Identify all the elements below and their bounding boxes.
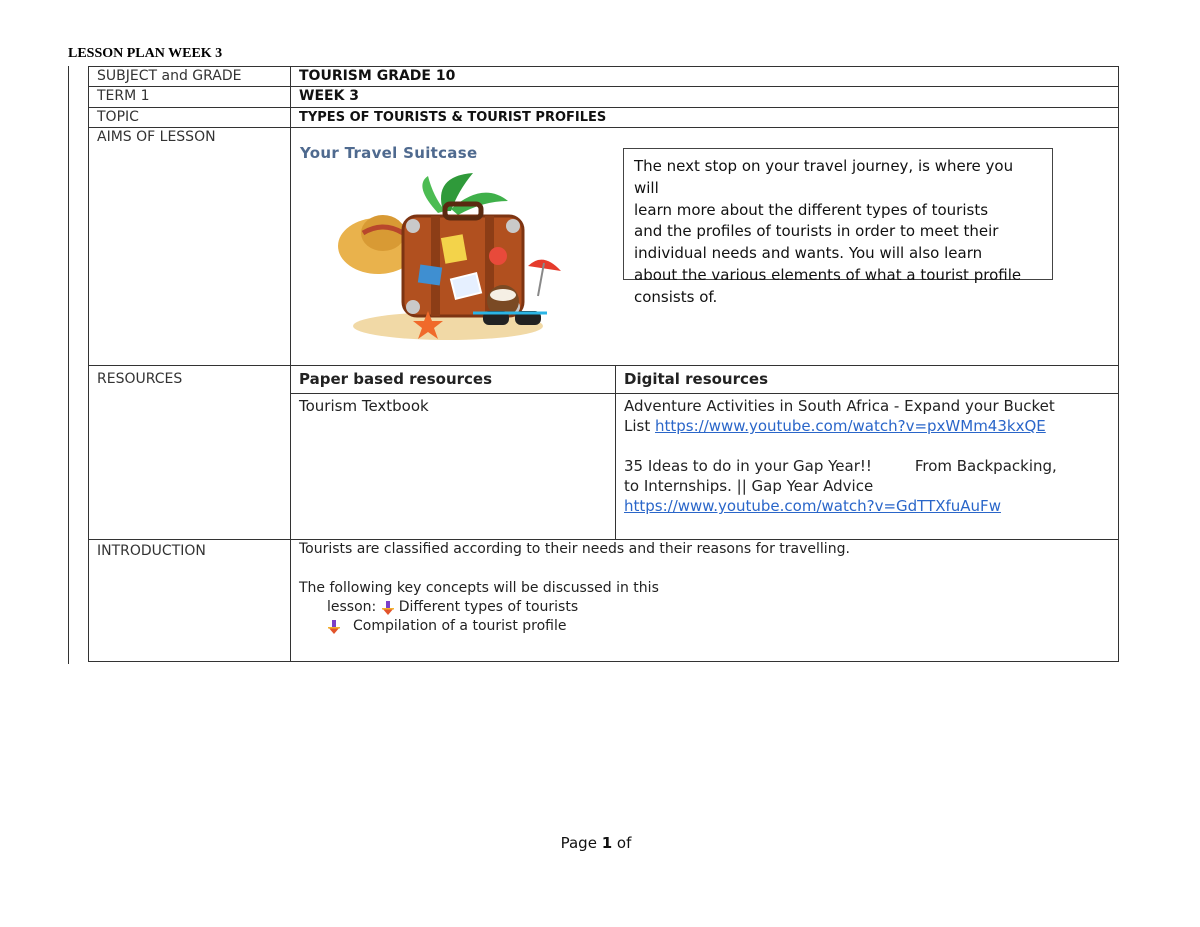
bullet-item-1: [299, 598, 1118, 617]
digital-item-2-line-1: 35 Ideas to do in your Gap Year!! From Backpacking,: [624, 457, 1057, 475]
digital-item-1: [624, 396, 1118, 416]
subject-label: SUBJECT and GRADE: [89, 67, 291, 87]
aims-row: [89, 128, 1119, 366]
page-footer: [0, 834, 1192, 852]
digital-item-2-line-2: to Internships. || Gap Year Advice: [624, 477, 874, 495]
introduction-cell: [291, 540, 1119, 662]
travel-suitcase-image: [333, 171, 563, 341]
youtube-link-gap-year[interactable]: https://www.youtube.com/watch?v=GdTTXfuAuFw: [624, 497, 1001, 515]
resources-header-row: [89, 366, 1119, 394]
topic-label: TOPIC: [89, 108, 291, 128]
aims-label: AIMS OF LESSON: [89, 128, 291, 366]
intro-box-line: consists of.: [634, 287, 718, 306]
digital-resources-cell: [616, 394, 1119, 540]
arrow-down-bullet-icon: [327, 620, 341, 634]
digital-item-1-title: Adventure Activities in South Africa - Expand your Bucket: [624, 397, 1055, 415]
intro-box-line: individual needs and wants. You will also learn: [634, 244, 983, 263]
suitcase-heading: Your Travel Suitcase: [300, 144, 478, 162]
arrow-down-bullet-icon: [381, 601, 395, 615]
paper-resource-item: Tourism Textbook: [291, 394, 616, 540]
subject-row: [89, 67, 1119, 87]
lesson-plan-table: [88, 66, 1119, 662]
margin-rule: [68, 66, 69, 664]
spacer: [299, 559, 1118, 579]
intro-box-line: The next stop on your travel journey, is where you will: [634, 157, 1014, 197]
subject-value: TOURISM GRADE 10: [291, 67, 1119, 87]
digital-resources-heading: Digital resources: [616, 366, 1119, 394]
digital-item-2-link-line: [624, 496, 1118, 516]
intro-box-line: learn more about the different types of tourists: [634, 200, 989, 219]
youtube-link-adventure[interactable]: https://www.youtube.com/watch?v=pxWMm43kxQE: [655, 417, 1046, 435]
introduction-row: [89, 540, 1119, 662]
aims-cell: [291, 128, 1119, 366]
paper-resources-heading: Paper based resources: [291, 366, 616, 394]
topic-row: [89, 108, 1119, 128]
introduction-label: INTRODUCTION: [89, 540, 291, 662]
intro-line-1: Tourists are classified according to their needs and their reasons for travelling.: [299, 541, 850, 557]
term-label: TERM 1: [89, 87, 291, 108]
footer-suffix: of: [612, 834, 632, 852]
spacer: [624, 436, 1118, 456]
digital-item-1-prefix: List: [624, 417, 655, 435]
topic-value: TYPES OF TOURISTS & TOURIST PROFILES: [291, 108, 1119, 128]
page-number: 1: [601, 834, 613, 852]
digital-item-1-link-line: [624, 416, 1118, 436]
term-row: [89, 87, 1119, 108]
resources-label: RESOURCES: [89, 366, 291, 540]
footer-prefix: Page: [560, 834, 602, 852]
intro-lesson-prefix: lesson:: [327, 599, 381, 615]
intro-line-2: The following key concepts will be discussed in this: [299, 580, 659, 596]
journey-intro-box: [623, 148, 1053, 306]
document-title: LESSON PLAN WEEK 3: [68, 46, 223, 61]
bullet-text-1: Different types of tourists: [398, 599, 579, 615]
bullet-text-2: Compilation of a tourist profile: [353, 618, 567, 634]
intro-box-line: and the profiles of tourists in order to meet their: [634, 222, 999, 241]
bullet-item-2: [299, 617, 1118, 636]
week-value: WEEK 3: [291, 87, 1119, 108]
intro-box-line: about the various elements of what a tourist profile: [634, 265, 1022, 284]
